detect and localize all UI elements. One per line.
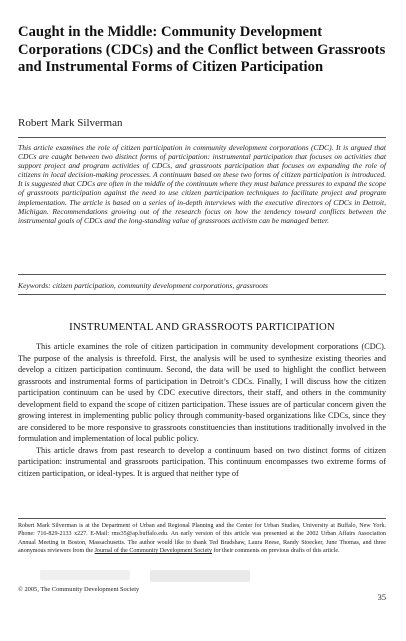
footnote-rule: [18, 518, 386, 519]
abstract-text: This article examines the role of citizen participation in community development corporations (CDC). It is argued that CDCs are caught between two distinct forms of participation: instrumental participation that focuses on activities that support project and program activities of CDCs, and grassroots participation that focuses on expanding the role of citizens in local decision-making processes. A continuum based on these two forms of citizen participation is introduced. It is suggested that CDCs are often in the middle of the continuum where they must balance pressures to expand the scope of grassroots participation against the need to use citizen participation techniques to facilitate project and program implementation. The article is based on a series of in-depth interviews with the executive directors of CDCs in Detroit, Michigan. Recommendations growing out of the research focus on how the tendency toward conflicts between the instrumental goals of CDCs and the long-standing value of grassroots activism can be managed better.: [18, 143, 386, 225]
body-paragraph-1: This article examines the role of citizen participation in community development corporations (CDC). The purpose of the analysis is threefold. First, the analysis will be used to synthesize existing theories and develop a citizen participation continuum. Second, the data will be used to highlight the conflict between grassroots and instrumental forms of participation in Detroit’s CDCs. Finally, I will discuss how the citizen participation continuum can be used by CDC executive directors, their staff, and others in the community development field to expand the scope of citizen participation. These issues are of particular concern given the growing interest in implementing public policy through community-based organizations like CDCs, since they are considered to be more responsive to grassroots constituencies than institutions traditionally involved in the formulation and implementation of local public policy.: [18, 342, 386, 444]
section-heading: INSTRUMENTAL AND GRASSROOTS PARTICIPATION: [69, 321, 335, 333]
journal-link[interactable]: Journal of the Community Development Society: [94, 547, 212, 554]
author-footnote: [18, 522, 386, 555]
body-paragraph-2: This article draws from past research to develop a continuum based on two distinct forms of citizen participation: instrumental and grassroots participation. This continuum encompasses two extreme forms of citizen participation, or ideal-types. It is argued that neither type of: [18, 445, 386, 479]
abstract-bottom-rule: [18, 274, 386, 275]
article-title: Caught in the Middle: Community Development Corporations (CDCs) and the Conflict between Grassroots and Instrumental Forms of Citizen Participation: [18, 24, 386, 76]
keywords-bottom-rule: [18, 294, 386, 295]
copyright-notice: © 2005, The Community Development Society: [18, 586, 140, 593]
abstract-top-rule: [18, 137, 386, 138]
keywords-line: Keywords: citizen participation, community development corporations, grassroots: [18, 281, 269, 290]
faint-watermark-left-icon: [40, 568, 130, 582]
body-text: [18, 341, 386, 480]
faint-watermark-icon: [150, 568, 250, 584]
footnote-text-start: Robert Mark Silverman is at the Department of Urban and Regional Planning and the Center for Urban Studies, University at Buffalo, New York. Phone: 716-829-2133 x227. E-Mail: rms35@ap.buffalo.edu. An early version of this article was presented at the 2002 Urban Affairs Association Annual Meeting in Boston, Massachusetts. The author would like to thank Ted Bradshaw, Laura Reese, Randy Stoecker, June Thomas, and three anonymous reviewers from the: [18, 523, 386, 554]
page-number: 35: [377, 593, 386, 602]
footnote-text-end: for their comments on previous drafts of this article.: [211, 547, 340, 554]
author-name: Robert Mark Silverman: [18, 117, 123, 129]
